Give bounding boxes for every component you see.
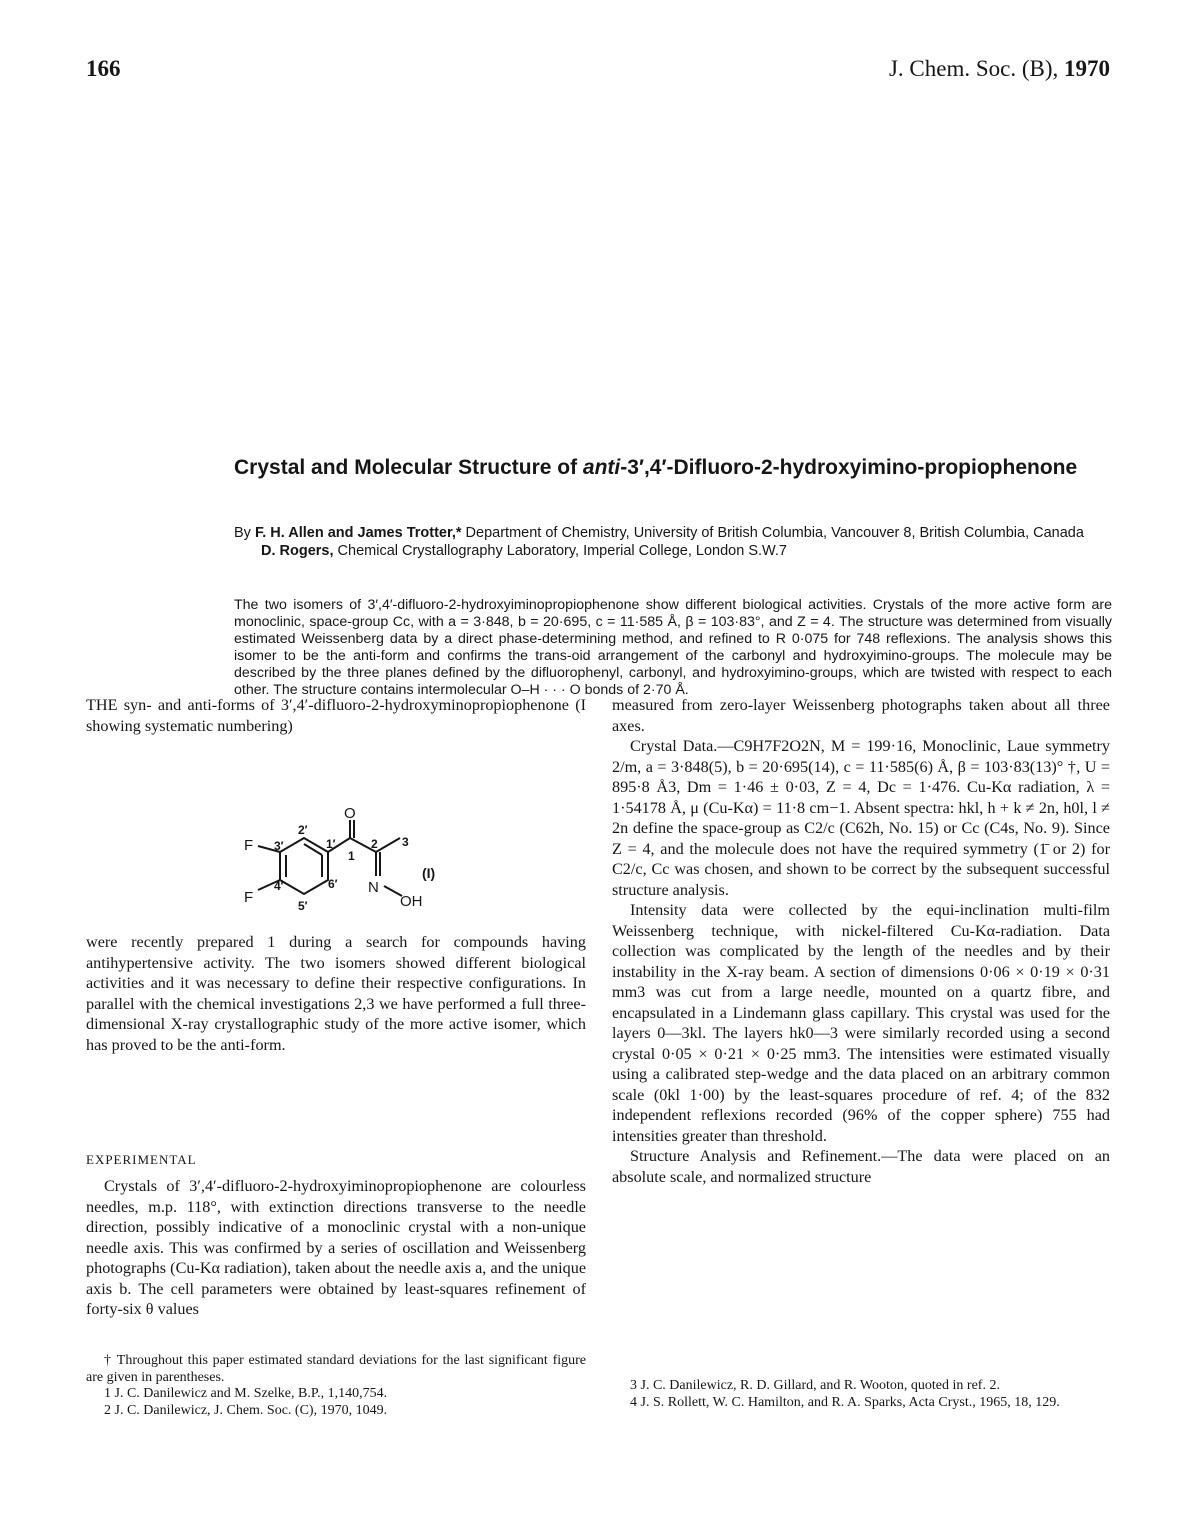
title-suffix: -3′,4′-Difluoro-2-hydroxyimino-propiophenone <box>620 456 1078 479</box>
chemical-structure-diagram <box>236 808 476 920</box>
experimental-text: Crystals of 3′,4′-difluoro-2-hydroxyiminopropiophenone are colourless needles, m.p. 118°, with extinction directions transverse to the needle direction, possibly indicative of a monoclinic crystal with a non-unique needle axis. This was confirmed by a series of oscillation and Weissenberg photographs (Cu-Kα radiation), taken about the needle axis a, and the unique axis b. The cell parameters were obtained by least-squares refinement of forty-six θ values <box>86 1177 586 1318</box>
crystal-data-paragraph: Crystal Data.—C9H7F2O2N, M = 199·16, Monoclinic, Laue symmetry 2/m, a = 3·848(5), b = 20·695(14), c = 11·585(6) Å, β = 103·83(13)° †, U = 895·8 Å3, Dm = 1·46 ± 0·03, Z = 4, Dc = 1·476. Cu-Kα radiation, λ = 1·54178 Å, μ (Cu-Kα) = 11·8 cm−1. Absent spectra: hkl, h + k ≠ 2n, h0l, l ≠ 2n define the space-group as C2/c (C62h, No. 15) or Cc (C4s, No. 9). Since Z = 4, and the molecule does not have the required symmetry (1̄ or 2) for C2/c, Cc was chosen, and shown to be correct by the subsequent successful structure analysis. <box>612 737 1110 899</box>
num-5p: 5′ <box>298 899 308 913</box>
journal-reference <box>889 56 1110 82</box>
num-1p: 1′ <box>326 837 336 851</box>
author-names-1: F. H. Allen and James Trotter,* <box>254 525 462 541</box>
paper-title <box>234 455 1114 480</box>
affiliation-2: Chemical Crystallography Laboratory, Imperial College, London S.W.7 <box>337 543 787 559</box>
benzene-ring <box>280 838 328 894</box>
title-prefix: Crystal and Molecular Structure of <box>234 456 583 479</box>
num-3p: 3′ <box>274 839 284 853</box>
compound-label: (I) <box>422 865 436 881</box>
journal-name: J. Chem. Soc. (B), <box>888 56 1059 81</box>
footnote-4: 4 J. S. Rollett, W. C. Hamilton, and R. A. Sparks, Acta Cryst., 1965, 18, 129. <box>630 1394 1060 1410</box>
footnote-dagger: † Throughout this paper estimated standard deviations for the last significant figure are given in parentheses. <box>86 1353 586 1385</box>
affiliation-1: Department of Chemistry, University of British Columbia, Vancouver 8, British Columbia, Canada <box>465 525 1084 541</box>
num-2: 2 <box>371 837 378 851</box>
footnotes-left <box>86 1353 586 1419</box>
label-oh: OH <box>400 893 423 910</box>
num-4p: 4′ <box>274 879 284 893</box>
label-o: O <box>344 808 356 822</box>
num-6p: 6′ <box>328 877 338 891</box>
abstract: The two isomers of 3′,4′-difluoro-2-hydroxyiminopropiophenone show different biological activities. Crystals of the more active form are monoclinic, space-group Cc, with a = 3·848, b = 20·695, c = 11·585 Å, β = 103·83°, and Z = 4. The structure was determined from visually estimated Weissenberg data by a direct phase-determining method, and refined to R 0·075 for 748 reflexions. The analysis shows this isomer to be the anti-form and confirms the trans-oid arrangement of the carbonyl and hydroxyimino-groups. The molecule may be described by the three planes defined by the difluorophenyl, carbonyl, and hydroxyimino-groups, which are twisted with respect to each other. The structure contains intermolecular O–H · · · O bonds of 2·70 Å. <box>234 597 1112 698</box>
introduction-continued: were recently prepared 1 during a search for compounds having antihypertensive activity. The two isomers showed different biological activities and it was necessary to define their respective configurations. In parallel with the chemical investigations 2,3 we have performed a full three-dimensional X-ray crystallographic study of the more active isomer, which has proved to be the anti-form. <box>86 933 586 1054</box>
label-f-bottom: F <box>244 889 254 906</box>
footnote-3: 3 J. C. Danilewicz, R. D. Gillard, and R. Wooton, quoted in ref. 2. <box>630 1378 1000 1393</box>
label-n: N <box>368 879 379 896</box>
num-2p: 2′ <box>298 823 308 837</box>
journal-year: 1970 <box>1064 56 1110 81</box>
num-1: 1 <box>348 849 355 863</box>
page-number: 166 <box>86 56 121 81</box>
footnote-1: 1 J. C. Danilewicz and M. Szelke, B.P., 1,140,754. <box>104 1386 388 1401</box>
footnote-2: 2 J. C. Danilewicz, J. Chem. Soc. (C), 1970, 1049. <box>104 1402 388 1418</box>
ring-double-bond-top <box>304 844 322 855</box>
measured-paragraph: measured from zero-layer Weissenberg photographs taken about all three axes. <box>612 696 1110 735</box>
intensity-paragraph: Intensity data were collected by the equi-inclination multi-film Weissenberg technique, with nickel-filtered Cu-Kα-radiation. Data collection was complicated by the length of the needles and by their instability in the X-ray beam. A section of dimensions 0·06 × 0·19 × 0·31 mm3 was cut from a large needle, mounted on a quartz fibre, and encapsulated in a Lindemann glass capillary. This crystal was used for the layers 0—3kl. The layers hk0—3 were similarly recorded using a second crystal 0·05 × 0·21 × 0·25 mm3. The intensities were estimated visually using a calibrated step-wedge and the data placed on an arbitrary common scale (0kl 1·00) by the least-squares procedure of ref. 4; of the 832 independent reflexions recorded (96% of the copper sphere) 755 had intensities greater than threshold. <box>612 901 1110 1145</box>
by-label: By <box>234 525 251 541</box>
title-italic: anti <box>582 456 621 479</box>
footnotes-right <box>612 1378 1110 1411</box>
structure-analysis-paragraph: Structure Analysis and Refinement.—The data were placed on an absolute scale, and normalized structure <box>612 1147 1110 1186</box>
label-f-top: F <box>244 837 254 854</box>
bond-c2-c3 <box>376 838 400 852</box>
section-heading-experimental: EXPERIMENTAL <box>86 1152 197 1167</box>
right-column <box>612 695 1110 1187</box>
authors-block <box>234 524 1114 560</box>
experimental-paragraph <box>86 1176 586 1320</box>
num-3: 3 <box>402 835 409 849</box>
author-names-2: D. Rogers, <box>261 543 334 559</box>
intro-paragraph: THE syn- and anti-forms of 3′,4′-difluoro-2-hydroxyminopropiophenone (I showing systematic numbering) <box>86 696 586 735</box>
